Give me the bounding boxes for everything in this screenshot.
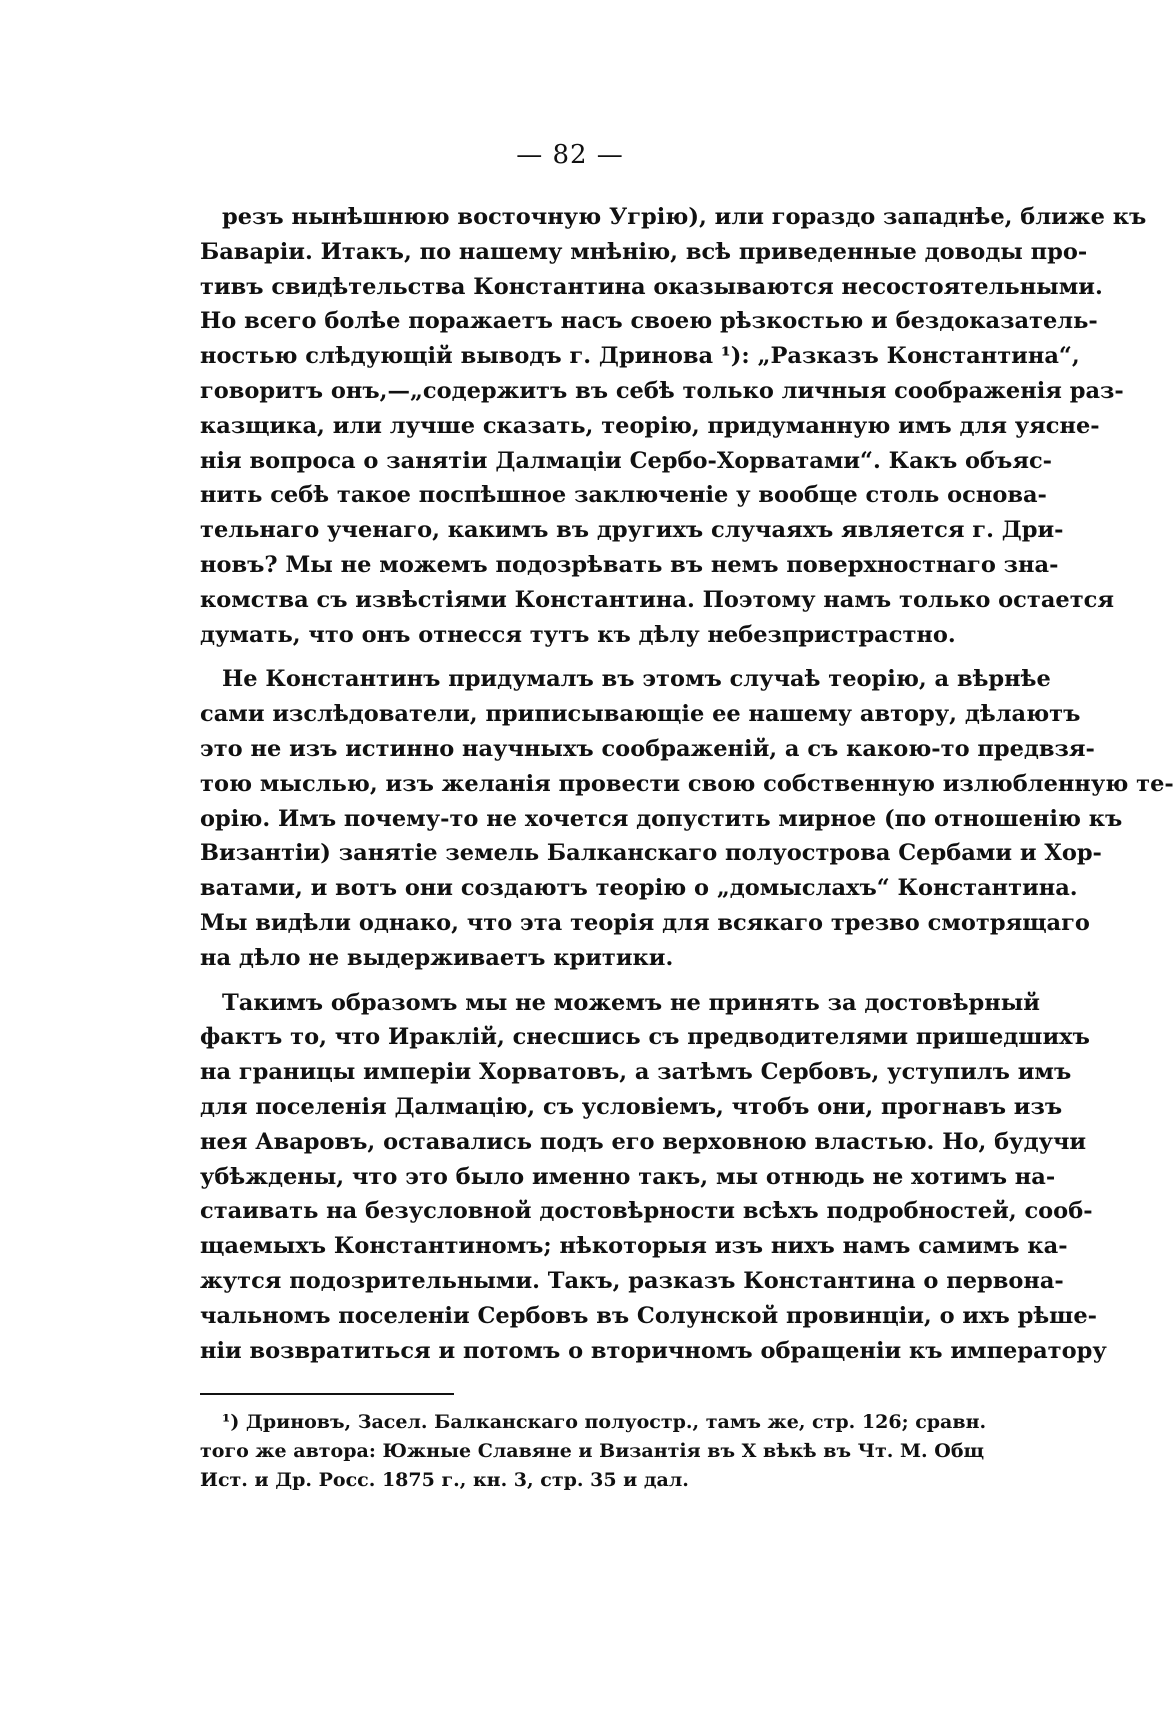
text-line: новъ? Мы не можемъ подозрѣвать въ немъ поверхностнаго зна- xyxy=(200,551,1059,578)
text-line: ностью слѣдующій выводъ г. Дринова ¹): „Разказъ Константина“, xyxy=(200,343,1080,370)
text-line: резъ нынѣшнюю восточную Угрію), или гораздо западнѣе, ближе къ xyxy=(222,204,1147,230)
text-line: нить себѣ такое поспѣшное заключеніе у вообще столь основа- xyxy=(200,482,1047,509)
text-line: нея Аваровъ, оставались подъ его верховною властью. Но, будучи xyxy=(200,1128,1087,1155)
text-line: жутся подозрительными. Такъ, разказъ Константина о первона- xyxy=(200,1267,1064,1294)
paragraph-gap xyxy=(200,976,980,986)
text-line: на дѣло не выдерживаетъ критики. xyxy=(200,944,674,971)
text-line: чальномъ поселеніи Сербовъ въ Солунской провинціи, о ихъ рѣше- xyxy=(200,1302,1098,1329)
text-line: Византіи) занятіе земель Балканскаго полуострова Сербами и Хор- xyxy=(200,840,1102,867)
text-line: Но всего болѣе поражаетъ насъ своею рѣзкостью и бездоказатель- xyxy=(200,308,1098,335)
text-line: ватами, и вотъ они создаютъ теорію о „домыслахъ“ Константина. xyxy=(200,875,1078,902)
text-line: для поселенія Далмацію, съ условіемъ, чтобъ они, прогнавъ изъ xyxy=(200,1093,1063,1120)
page-number: — 82 — xyxy=(516,140,624,170)
footnote-line: Ист. и Др. Росс. 1875 г., кн. 3, стр. 35 и дал. xyxy=(200,1469,689,1491)
text-line: убѣждены, что это было именно такъ, мы отнюдь не хотимъ на- xyxy=(200,1163,1056,1190)
paragraph-gap xyxy=(200,652,980,662)
footnote-line: того же автора: Южные Славяне и Византія въ X вѣкѣ въ Чт. М. Общ xyxy=(200,1440,985,1462)
text-line: Мы видѣли однако, что эта теорія для всякаго трезво смотрящаго xyxy=(200,909,1090,936)
text-line: тивъ свидѣтельства Константина оказываются несостоятельными. xyxy=(200,273,1103,300)
footnote xyxy=(200,1408,987,1495)
text-line: думать, что онъ отнесся тутъ къ дѣлу небезпристрастно. xyxy=(200,621,956,648)
text-line: фактъ то, что Ираклій, снесшись съ предводителями пришедшихъ xyxy=(200,1024,1090,1051)
text-line: Не Константинъ придумалъ въ этомъ случаѣ теорію, а вѣрнѣе xyxy=(222,666,1051,693)
footnote-line: ¹) Дриновъ, Засел. Балканскаго полуостр., тамъ же, стр. 126; сравн. xyxy=(222,1411,987,1433)
text-line: нія вопроса о занятіи Далмаціи Сербо-Хорватами“. Какъ объяс- xyxy=(200,447,1052,474)
main-text xyxy=(200,200,1174,1368)
text-line: казщика, или лучше сказать, теорію, придуманную имъ для уясне- xyxy=(200,412,1100,439)
text-line: Такимъ образомъ мы не можемъ не принять за достовѣрный xyxy=(222,989,1040,1016)
text-line: ніи возвратиться и потомъ о вторичномъ обращеніи къ императору xyxy=(200,1337,1107,1364)
text-line: сами изслѣдователи, приписывающіе ее нашему автору, дѣлаютъ xyxy=(200,701,1081,728)
text-line: это не изъ истинно научныхъ соображеній, а съ какою-то предвзя- xyxy=(200,735,1095,762)
text-line: Баваріи. Итакъ, по нашему мнѣнію, всѣ приведенные доводы про- xyxy=(200,238,1088,265)
text-line: щаемыхъ Константиномъ; нѣкоторыя изъ нихъ намъ самимъ ка- xyxy=(200,1233,1068,1260)
text-line: орію. Имъ почему-то не хочется допустить мирное (по отношенію къ xyxy=(200,805,1123,832)
text-line: стаивать на безусловной достовѣрности всѣхъ подробностей, сооб- xyxy=(200,1198,1093,1225)
text-line: на границы имперіи Хорватовъ, а затѣмъ Сербовъ, уступилъ имъ xyxy=(200,1059,1072,1086)
text-line: тельнаго ученаго, какимъ въ другихъ случаяхъ является г. Дри- xyxy=(200,517,1064,544)
text-line: тою мыслью, изъ желанія провести свою собственную излюбленную те- xyxy=(200,770,1174,797)
text-line: комства съ извѣстіями Константина. Поэтому намъ только остается xyxy=(200,586,1114,613)
footnote-separator xyxy=(200,1393,454,1395)
text-line: говоритъ онъ,—„содержитъ въ себѣ только личныя соображенія раз- xyxy=(200,377,1124,404)
